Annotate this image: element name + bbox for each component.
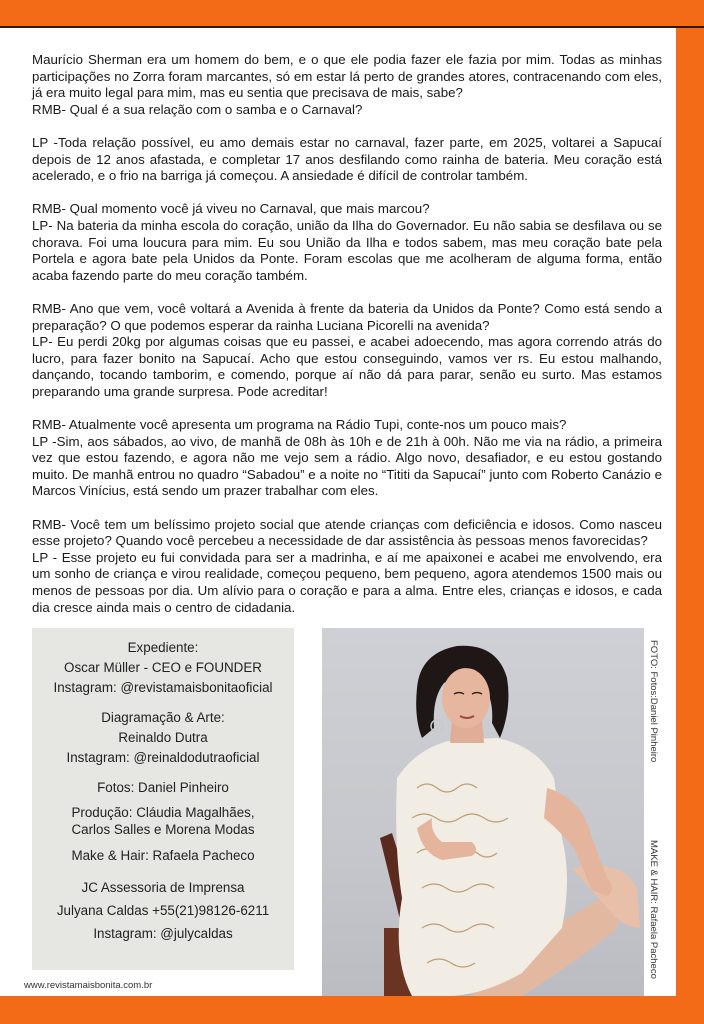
make-hair-credit: Make & Hair: Rafaela Pacheco xyxy=(71,848,255,863)
top-orange-band xyxy=(0,0,704,28)
assessoria-block xyxy=(32,876,294,945)
instagram-credit: Instagram: @julycaldas xyxy=(93,926,233,941)
expediente-block xyxy=(32,638,294,698)
fotos-credit: Fotos: Daniel Pinheiro xyxy=(97,780,229,795)
assessoria-credit: JC Assessoria de Imprensa xyxy=(81,880,245,895)
interview-article xyxy=(32,52,662,633)
instagram-credit: Instagram: @revistamaisbonitaoficial xyxy=(53,680,273,695)
portrait-illustration xyxy=(322,628,644,996)
designer-credit: Reinaldo Dutra xyxy=(118,730,208,745)
article-paragraph: RMB- Ano que vem, você voltará a Avenida à frente da bateria da Unidos da Ponte? Como está sendo a preparação? O que podemos esperar da rainha Luciana Picorelli na avenida? LP- Eu perdi 20kg por algumas coisas que eu passei, e acabei adoecendo, mas agora correndo atrás do lucro, para fazer bonito na Sapucaí. Acho que estou conseguindo, vamos ver rs. Eu estou malhando, dançando, tocando tamborim, e comendo, porque aí não dá para parar, senão eu surto. Mas estamos preparando uma grande surpresa. Pode acreditar! xyxy=(32,300,662,399)
contact-credit: Julyana Caldas +55(21)98126-6211 xyxy=(56,903,270,918)
make-hair-caption: MAKE & HAIR: Rafaela Pacheco xyxy=(648,840,659,979)
credits-box xyxy=(32,628,294,970)
website-footer: www.revistamaisbonita.com.br xyxy=(24,980,153,991)
diagramacao-block xyxy=(32,708,294,768)
instagram-credit: Instagram: @reinaldodutraoficial xyxy=(66,750,260,765)
producao-credit: Produção: Cláudia Magalhães, xyxy=(71,805,255,820)
portrait-photo xyxy=(322,628,644,996)
article-paragraph: Maurício Sherman era um homem do bem, e o que ele podia fazer ele fazia por mim. Todas as minhas participações no Zorra foram marcantes, só em estar lá perto de grandes atores, contracenando com eles, já era muito legal para mim, mas eu sentia que precisava de mais, sabe? RMB- Qual é a sua relação com o samba e o Carnaval? xyxy=(32,52,662,117)
expediente-title: Expediente: xyxy=(127,640,199,655)
diagramacao-title: Diagramação & Arte: xyxy=(101,710,225,725)
photo-caption-vertical xyxy=(648,640,670,988)
photo-credit-caption: FOTO: Fotos:Daniel Pinheiro xyxy=(648,640,659,763)
fotos-block xyxy=(32,778,294,798)
producao-block xyxy=(32,804,294,838)
bottom-orange-band xyxy=(0,996,676,1024)
article-paragraph: RMB- Atualmente você apresenta um programa na Rádio Tupi, conte-nos um pouco mais? LP -Sim, aos sábados, ao vivo, de manhã de 08h às 10h e de 21h à 00h. Não me via na rádio, a primeira vez que estou fazendo, e agora não me vejo sem a rádio. Algo novo, desafiador, e eu estou gostando muito. De manhã entrou no quadro “Sabadou” e a noite no “Tititi da Sapucaí” junto com Roberto Canázio e Marcos Vinícius, está sendo um prazer trabalhar com eles. xyxy=(32,417,662,499)
article-paragraph: RMB- Você tem um belíssimo projeto social que atende crianças com deficiência e idosos. Como nasceu esse projeto? Quando você percebeu a necessidade de dar assistência às pessoas menos favorecidas? LP - Esse projeto eu fui convidada para ser a madrinha, e aí me apaixonei e acabei me envolvendo, era um sonho de criança e virou realidade, começou pequeno, bem pequeno, agora atendemos 1500 mais ou menos de pessoas por dia. Um alívio para o coração e para a alma. Entre eles, crianças e idosos, e cada dia cresce ainda mais o centro de cidadania. xyxy=(32,516,662,615)
producao-credit: Carlos Salles e Morena Modas xyxy=(71,822,255,837)
right-orange-band xyxy=(676,28,704,1024)
ceo-credit: Oscar Müller - CEO e FOUNDER xyxy=(64,660,262,675)
article-paragraph: LP -Toda relação possível, eu amo demais estar no carnaval, fazer parte, em 2025, voltarei a Sapucaí depois de 12 anos afastada, e completar 17 anos desfilando como rainha de bateria. Meu coração está acelerado, e o frio na barriga já começou. A ansiedade é difícil de controlar também. xyxy=(32,134,662,184)
article-paragraph: RMB- Qual momento você já viveu no Carnaval, que mais marcou? LP- Na bateria da minha escola do coração, união da Ilha do Governador. Eu não sabia se desfilava ou se chorava. Foi uma loucura para mim. Eu sou União da Ilha e todos sabem, mas meu coração bate pela Portela e agora bate pela Unidos da Ponte. Foram escolas que me acolheram de alguma forma, então acaba fazendo parte do meu coração também. xyxy=(32,201,662,283)
make-hair-block xyxy=(32,846,294,866)
